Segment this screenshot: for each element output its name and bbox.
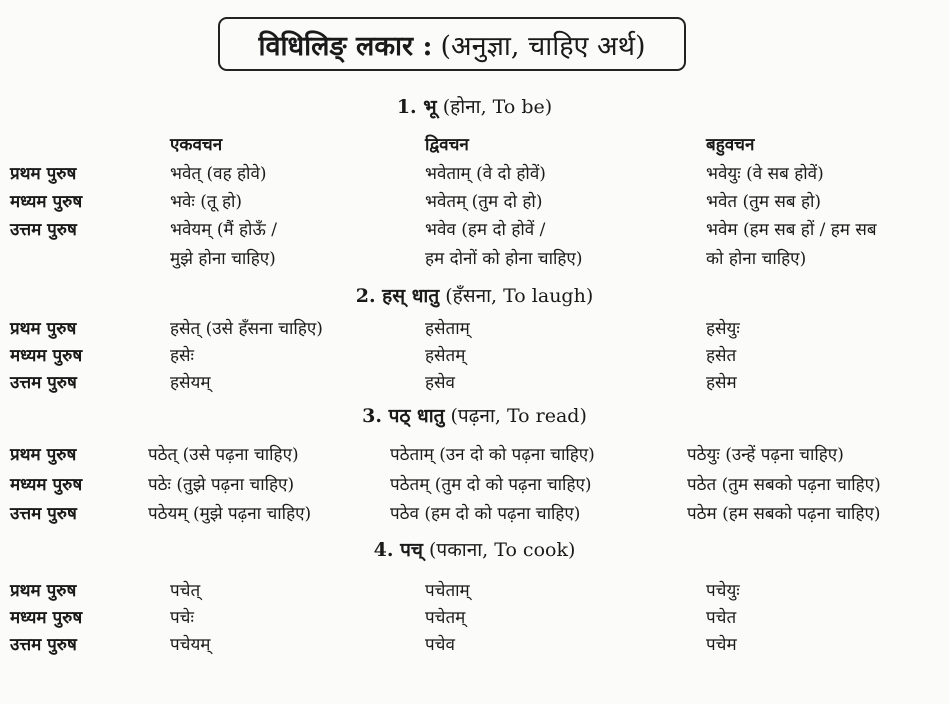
- table-cell: पठेव (हम दो को पढ़ना चाहिए): [390, 504, 581, 524]
- row-label: उत्तम पुरुष: [10, 373, 77, 393]
- row-label: उत्तम पुरुष: [10, 220, 77, 240]
- table-cell: भवेतम् (तुम दो हो): [425, 192, 543, 212]
- row-label: प्रथम पुरुष: [10, 164, 77, 184]
- heading-bold: 2. हस् धातु: [355, 285, 440, 307]
- title-main: विधिलिङ् लकार :: [258, 30, 433, 62]
- table-cell: हसेताम्: [425, 319, 470, 339]
- table-cell: पचेतम्: [425, 608, 466, 628]
- table-cell: भवेत् (वह होवे): [170, 164, 267, 184]
- table-cell: पठेयुः (उन्हें पढ़ना चाहिए): [687, 445, 844, 465]
- table-cell: पचेव: [425, 635, 455, 655]
- row-label: मध्यम पुरुष: [10, 475, 83, 495]
- table-cell: पचेत: [706, 608, 737, 628]
- section-heading: [0, 402, 949, 428]
- heading-rest: (होना, To be): [442, 96, 553, 118]
- heading-bold: 1. भू: [396, 96, 437, 118]
- row-label: मध्यम पुरुष: [10, 346, 83, 366]
- table-cell: पचेताम्: [425, 581, 470, 601]
- row-label: प्रथम पुरुष: [10, 445, 77, 465]
- row-label: उत्तम पुरुष: [10, 635, 77, 655]
- table-cell: हसेयम्: [170, 373, 211, 393]
- table-cell: भवेताम् (वे दो होवें): [425, 164, 546, 184]
- table-cell: पठेत् (उसे पढ़ना चाहिए): [148, 445, 299, 465]
- table-cell: हसेम: [706, 373, 737, 393]
- heading-rest: (हँसना, To laugh): [445, 285, 594, 307]
- table-cell-continuation: मुझे होना चाहिए): [170, 249, 276, 269]
- section-heading: [0, 93, 949, 119]
- table-cell: पचेत्: [170, 581, 201, 601]
- section-heading: [0, 282, 949, 308]
- table-cell: पचेः: [170, 608, 194, 628]
- column-header-plural: बहुवचन: [706, 135, 755, 155]
- table-cell: पठेत (तुम सबको पढ़ना चाहिए): [687, 475, 881, 495]
- table-cell: भवेत (तुम सब हो): [706, 192, 822, 212]
- table-cell: हसेः: [170, 346, 194, 366]
- heading-rest: (पकाना, To cook): [428, 539, 576, 561]
- section-heading: [0, 536, 949, 562]
- table-cell: पठेताम् (उन दो को पढ़ना चाहिए): [390, 445, 595, 465]
- title-sub: (अनुज्ञा, चाहिए अर्थ): [440, 30, 646, 62]
- table-cell-continuation: हम दोनों को होना चाहिए): [425, 249, 583, 269]
- table-cell: भवेव (हम दो होवें /: [425, 220, 546, 240]
- row-label: मध्यम पुरुष: [10, 608, 83, 628]
- heading-rest: (पढ़ना, To read): [450, 405, 587, 427]
- table-cell: पचेम: [706, 635, 737, 655]
- table-cell: पठेः (तुझे पढ़ना चाहिए): [148, 475, 295, 495]
- column-header-singular: एकवचन: [170, 135, 223, 155]
- heading-bold: 3. पठ् धातु: [362, 405, 445, 427]
- table-cell: पठेम (हम सबको पढ़ना चाहिए): [687, 504, 881, 524]
- table-cell: भवेयम् (मैं होऊँ /: [170, 220, 277, 240]
- heading-bold: 4. पच्: [373, 539, 423, 561]
- row-label: प्रथम पुरुष: [10, 319, 77, 339]
- table-cell: हसेतम्: [425, 346, 466, 366]
- row-label: मध्यम पुरुष: [10, 192, 83, 212]
- table-cell: हसेव: [425, 373, 455, 393]
- table-cell-continuation: को होना चाहिए): [706, 249, 807, 269]
- table-cell: पचेयम्: [170, 635, 211, 655]
- table-cell: भवेयुः (वे सब होवें): [706, 164, 824, 184]
- column-header-dual: द्विवचन: [425, 135, 469, 155]
- table-cell: हसेत: [706, 346, 737, 366]
- table-cell: पचेयुः: [706, 581, 740, 601]
- table-cell: भवेः (तू हो): [170, 192, 243, 212]
- table-cell: हसेयुः: [706, 319, 740, 339]
- row-label: उत्तम पुरुष: [10, 504, 77, 524]
- table-cell: हसेत् (उसे हँसना चाहिए): [170, 319, 323, 339]
- page-title: [218, 17, 686, 71]
- row-label: प्रथम पुरुष: [10, 581, 77, 601]
- table-cell: पठेतम् (तुम दो को पढ़ना चाहिए): [390, 475, 592, 495]
- table-cell: पठेयम् (मुझे पढ़ना चाहिए): [148, 504, 312, 524]
- table-cell: भवेम (हम सब हों / हम सब: [706, 220, 877, 240]
